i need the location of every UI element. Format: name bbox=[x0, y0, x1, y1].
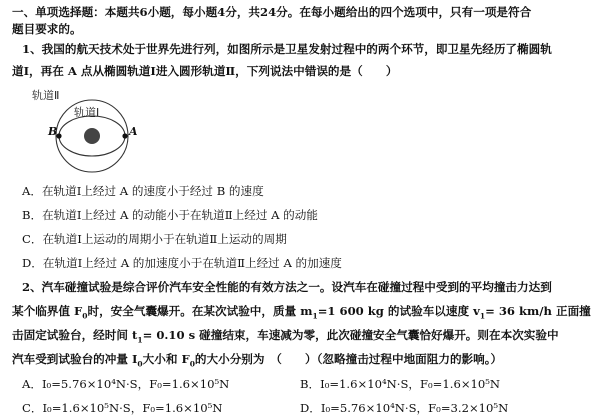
q2-option-a: A．I₀=5.76×10⁴N·S，F₀=1.6×10⁵N bbox=[22, 377, 230, 391]
q2-line2: 某个临界值 $F_0$时，安全气囊爆开。在某次试验中，质量 $m_1=1$ 600 kg 的试验车以速度 $v_1= 36$ km/h 正面撞 bbox=[12, 304, 591, 321]
orbit2-label: 轨道Ⅱ bbox=[32, 89, 60, 102]
q1-option-c: C．在轨道Ⅰ上运动的周期小于在轨道Ⅱ上运动的周期 bbox=[22, 232, 287, 246]
q2-option-d: D．I₀=5.76×10⁴N·S，F₀=3.2×10⁵N bbox=[300, 401, 509, 415]
orbit-diagram bbox=[30, 88, 150, 178]
q1-stem-line2: 道Ⅰ，再在 A 点从椭圆轨道Ⅰ进入圆形轨道Ⅱ，下列说法中错误的是（ ） bbox=[12, 64, 398, 78]
point-a-label: A bbox=[129, 125, 138, 138]
q2-line3: 击固定试验台，经时间 $t_1= 0.10$ s 碰撞结束，车速减为零，此次碰撞安全气囊恰好爆开。则在本次实验中 bbox=[12, 328, 559, 345]
orbit1-label: 轨道Ⅰ bbox=[74, 106, 100, 119]
q1-option-b: B．在轨道Ⅰ上经过 A 的动能小于在轨道Ⅱ上经过 A 的动能 bbox=[22, 208, 318, 222]
q2-line1: 2、汽车碰撞试验是综合评价汽车安全性能的有效方法之一。设汽车在碰撞过程中受到的平均撞击力达到 bbox=[22, 280, 552, 294]
orbit-figure bbox=[30, 88, 150, 178]
earth-icon bbox=[84, 128, 100, 144]
q2-option-b: B．I₀=1.6×10⁴N·S，F₀=1.6×10⁵N bbox=[300, 377, 501, 391]
point-b-label: B bbox=[48, 125, 58, 138]
q2-option-c: C．I₀=1.6×10⁵N·S，F₀=1.6×10⁵N bbox=[22, 401, 223, 415]
q1-option-a: A．在轨道Ⅰ上经过 A 的速度小于经过 B 的速度 bbox=[22, 184, 264, 198]
q2-line4: 汽车受到试验台的冲量 $I_0$大小和 $F_0$的大小分别为 （ ）（忽略撞击过程中地面阻力的影响。） bbox=[12, 352, 503, 369]
section-heading-line2: 题目要求的。 bbox=[12, 22, 82, 36]
point-a-marker bbox=[122, 133, 127, 138]
section-heading-line1: 一、单项选择题：本题共6小题，每小题4分，共24分。在每小题给出的四个选项中，只有一项是符合 bbox=[12, 5, 532, 19]
q1-stem-line1: 1、我国的航天技术处于世界先进行列，如图所示是卫星发射过程中的两个环节，即卫星先经历了椭圆轨 bbox=[22, 42, 552, 56]
q1-option-d: D．在轨道Ⅰ上经过 A 的加速度小于在轨道Ⅱ上经过 A 的加速度 bbox=[22, 256, 342, 270]
